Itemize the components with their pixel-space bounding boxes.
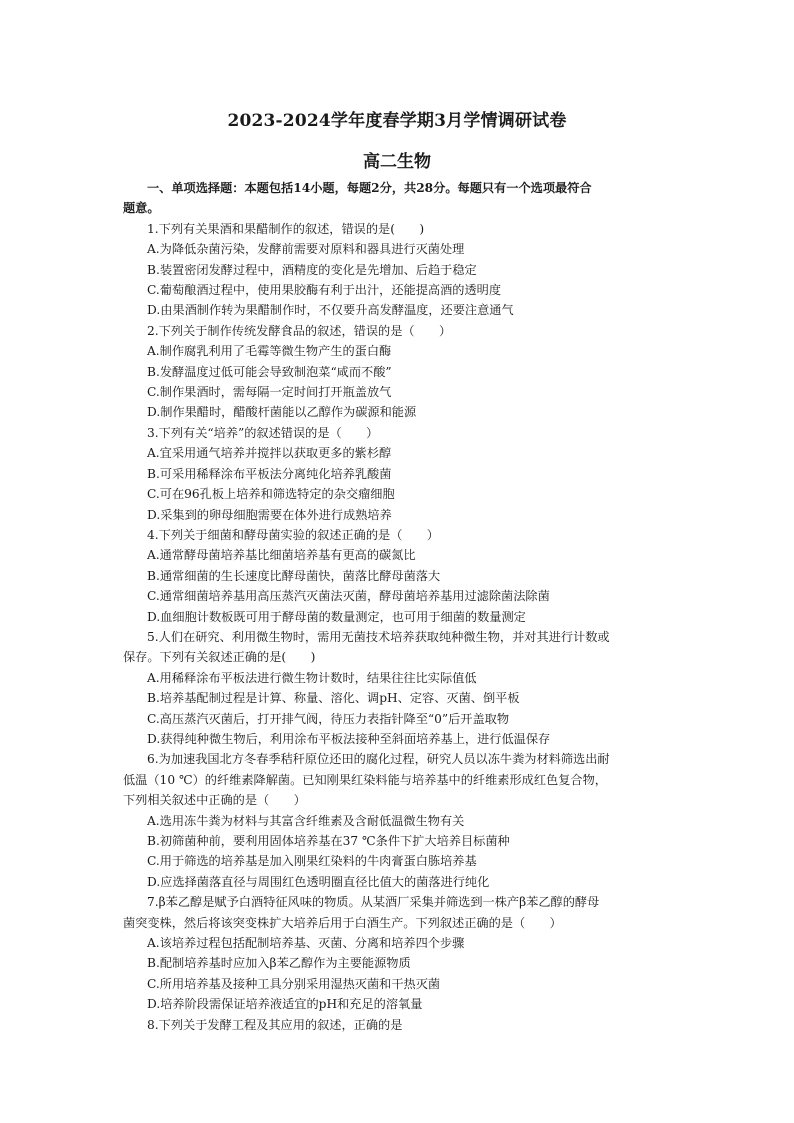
answer-option: B.初筛菌种前，要利用固体培养基在37 ℃条件下扩大培养目标菌种 [147, 834, 510, 848]
answer-option: B.可采用稀释涂布平板法分离纯化培养乳酸菌 [147, 466, 392, 481]
question-stem-continued: 菌突变株，然后将该突变株扩大培养后用于白酒生产。下列叙述正确的是（ ） [123, 915, 562, 930]
answer-option: C.用于筛选的培养基是加入刚果红染料的牛肉膏蛋白胨培养基 [147, 854, 477, 869]
answer-option: A.宜采用通气培养并搅拌以获取更多的紫杉醇 [147, 446, 392, 461]
answer-option: A.制作腐乳利用了毛霉等微生物产生的蛋白酶 [147, 344, 392, 359]
answer-option: C.所用培养基及接种工具分别采用湿热灭菌和干热灭菌 [147, 976, 441, 991]
question-list [123, 219, 678, 1035]
answer-option: C.通常细菌培养基用高压蒸汽灭菌法灭菌，酵母菌培养基用过滤除菌法除菌 [147, 589, 550, 604]
answer-option: B.发酵温度过低可能会导致制泡菜“咸而不酸” [147, 364, 392, 379]
answer-option: C.高压蒸汽灭菌后，打开排气阀，待压力表指针降至“0”后开盖取物 [147, 711, 510, 726]
answer-option: B.装置密闭发酵过程中，酒精度的变化是先增加、后趋于稳定 [147, 262, 477, 277]
section-heading: 一、单项选择题：本题包括14小题，每题2分，共28分。每题只有一个选项最符合 [147, 181, 592, 195]
answer-option: D.采集到的卵母细胞需要在体外进行成熟培养 [147, 507, 392, 522]
exam-title: 2023-2024学年度春学期3月学情调研试卷 [227, 111, 567, 131]
question-stem: 7.β苯乙醇是赋予白酒特征风味的物质。从某酒厂采集并筛选到一株产β苯乙醇的酵母 [147, 895, 600, 910]
exam-subject: 高二生物 [363, 152, 431, 172]
question-stem: 4.下列关于细菌和酵母菌实验的叙述正确的是（ ） [147, 527, 439, 542]
question-stem: 1.下列有关果酒和果醋制作的叙述，错误的是( ) [147, 221, 425, 236]
answer-option: A.该培养过程包括配制培养基、灭菌、分离和培养四个步骤 [147, 936, 465, 951]
question-stem: 5.人们在研究、利用微生物时，需用无菌技术培养获取纯种微生物，并对其进行计数或 [147, 629, 610, 644]
answer-option: A.选用冻牛粪为材料与其富含纤维素及含耐低温微生物有关 [147, 813, 465, 828]
answer-option: D.培养阶段需保证培养液适宜的pH和充足的溶氧量 [147, 997, 423, 1012]
answer-option: B.配制培养基时应加入β苯乙醇作为主要能源物质 [147, 956, 411, 971]
question-stem: 8.下列关于发酵工程及其应用的叙述，正确的是 [147, 1017, 403, 1032]
answer-option: A.通常酵母菌培养基比细菌培养基有更高的碳氮比 [147, 548, 416, 563]
answer-option: D.由果酒制作转为果醋制作时，不仅要升高发酵温度，还要注意通气 [147, 303, 514, 318]
answer-option: C.可在96孔板上培养和筛选特定的杂交瘤细胞 [147, 487, 395, 502]
answer-option: A.为降低杂菌污染，发酵前需要对原料和器具进行灭菌处理 [147, 242, 465, 257]
answer-option: C.制作果酒时，需每隔一定时间打开瓶盖放气 [147, 385, 392, 400]
answer-option: B.通常细菌的生长速度比酵母菌快，菌落比酵母菌落大 [147, 568, 441, 583]
question-stem-continued: 低温（10 ℃）的纤维素降解菌。已知刚果红染料能与培养基中的纤维素形成红色复合物， [123, 772, 607, 787]
answer-option: D.获得纯种微生物后，利用涂布平板法接种至斜面培养基上，进行低温保存 [147, 731, 551, 746]
section-heading-continued: 题意。 [123, 201, 160, 216]
question-stem: 2.下列关于制作传统发酵食品的叙述，错误的是（ ） [147, 323, 452, 338]
question-stem: 3.下列有关“培养”的叙述错误的是（ ） [147, 425, 379, 440]
exam-body [123, 178, 678, 1035]
question-stem-continued: 保存。下列有关叙述正确的是( ) [123, 650, 316, 665]
answer-option: D.血细胞计数板既可用于酵母菌的数量测定，也可用于细菌的数量测定 [147, 609, 526, 624]
answer-option: D.制作果醋时，醋酸杆菌能以乙醇作为碳源和能源 [147, 405, 417, 420]
question-stem-continued: 下列相关叙述中正确的是（ ） [123, 793, 306, 808]
answer-option: D.应选择菌落直径与周围红色透明圈直径比值大的菌落进行纯化 [147, 874, 490, 889]
question-stem: 6.为加速我国北方冬春季秸秆原位还田的腐化过程，研究人员以冻牛粪为材料筛选出耐 [147, 752, 610, 767]
answer-option: C.葡萄酿酒过程中，使用果胶酶有利于出汁，还能提高酒的透明度 [147, 283, 502, 298]
answer-option: A.用稀释涂布平板法进行微生物计数时，结果往往比实际值低 [147, 670, 477, 685]
answer-option: B.培养基配制过程是计算、称量、溶化、调pH、定容、灭菌、倒平板 [147, 691, 520, 706]
